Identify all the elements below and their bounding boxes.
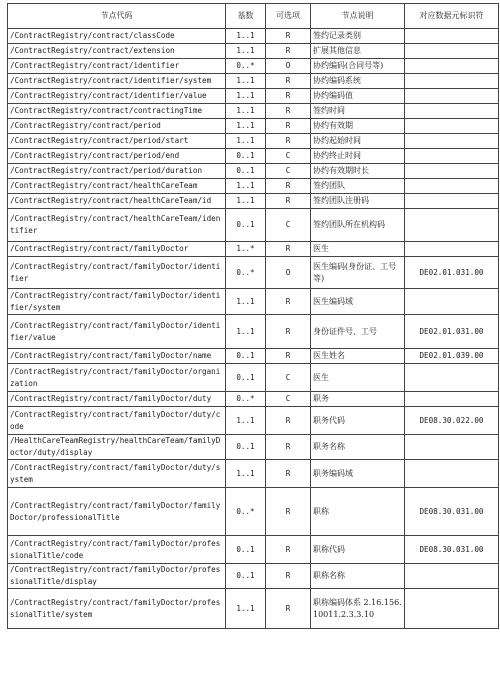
description-cell: 医生编码域 bbox=[311, 289, 405, 315]
required-cell: R bbox=[266, 74, 311, 89]
path-cell: /ContractRegistry/contract/familyDoctor/duty/code bbox=[8, 407, 226, 435]
description-cell: 医生 bbox=[311, 242, 405, 257]
path-cell: /ContractRegistry/contract/period/end bbox=[8, 149, 226, 164]
data-element-cell bbox=[405, 589, 499, 629]
cardinality-cell: 1..1 bbox=[226, 74, 266, 89]
description-cell: 协约编码系统 bbox=[311, 74, 405, 89]
description-cell: 职称 bbox=[311, 488, 405, 536]
description-cell: 医生编码(身份证、工号等) bbox=[311, 257, 405, 289]
path-cell: /ContractRegistry/contract/familyDoctor/identifier/value bbox=[8, 315, 226, 349]
data-element-cell bbox=[405, 392, 499, 407]
path-cell: /ContractRegistry/contract/familyDoctor/professionalTitle/system bbox=[8, 589, 226, 629]
cardinality-cell: 1..1 bbox=[226, 179, 266, 194]
path-cell: /ContractRegistry/contract/familyDoctor bbox=[8, 242, 226, 257]
data-element-cell bbox=[405, 242, 499, 257]
data-element-cell bbox=[405, 289, 499, 315]
data-element-cell bbox=[405, 104, 499, 119]
required-cell: R bbox=[266, 194, 311, 209]
required-cell: R bbox=[266, 315, 311, 349]
description-cell: 签约团队注册码 bbox=[311, 194, 405, 209]
table-row bbox=[8, 89, 499, 104]
required-cell: R bbox=[266, 29, 311, 44]
table-row bbox=[8, 74, 499, 89]
required-cell: R bbox=[266, 134, 311, 149]
table-row bbox=[8, 179, 499, 194]
description-cell: 身份证件号、工号 bbox=[311, 315, 405, 349]
header-row bbox=[8, 4, 499, 29]
data-element-cell: DE02.01.031.00 bbox=[405, 315, 499, 349]
cardinality-cell: 0..* bbox=[226, 59, 266, 74]
path-cell: /ContractRegistry/contract/period/start bbox=[8, 134, 226, 149]
col-header-data-element: 对应数据元标识符 bbox=[405, 4, 499, 29]
cardinality-cell: 0..1 bbox=[226, 364, 266, 392]
cardinality-cell: 1..1 bbox=[226, 29, 266, 44]
required-cell: R bbox=[266, 89, 311, 104]
required-cell: R bbox=[266, 435, 311, 460]
data-element-cell bbox=[405, 194, 499, 209]
table-row bbox=[8, 149, 499, 164]
data-element-cell bbox=[405, 29, 499, 44]
table-row bbox=[8, 589, 499, 629]
cardinality-cell: 1..1 bbox=[226, 315, 266, 349]
path-cell: /ContractRegistry/contract/familyDoctor/identifier/system bbox=[8, 289, 226, 315]
cardinality-cell: 0..1 bbox=[226, 164, 266, 179]
table-row bbox=[8, 242, 499, 257]
path-cell: /ContractRegistry/contract/identifier/value bbox=[8, 89, 226, 104]
data-element-cell: DE08.30.022.00 bbox=[405, 407, 499, 435]
table-row bbox=[8, 194, 499, 209]
cardinality-cell: 0..1 bbox=[226, 149, 266, 164]
cardinality-cell: 1..* bbox=[226, 242, 266, 257]
required-cell: C bbox=[266, 364, 311, 392]
required-cell: R bbox=[266, 589, 311, 629]
required-cell: R bbox=[266, 349, 311, 364]
path-cell: /ContractRegistry/contract/familyDoctor/organization bbox=[8, 364, 226, 392]
path-cell: /ContractRegistry/contract/identifier/system bbox=[8, 74, 226, 89]
description-cell: 签约记录类别 bbox=[311, 29, 405, 44]
description-cell: 职称编码体系 2.16.156.10011.2.3.3.10 bbox=[311, 589, 405, 629]
path-cell: /HealthCareTeamRegistry/healthCareTeam/familyDoctor/duty/display bbox=[8, 435, 226, 460]
cardinality-cell: 1..1 bbox=[226, 44, 266, 59]
cardinality-cell: 1..1 bbox=[226, 119, 266, 134]
col-header-cardinality: 基数 bbox=[226, 4, 266, 29]
description-cell: 协约编码(合同号等) bbox=[311, 59, 405, 74]
description-cell: 职务编码域 bbox=[311, 460, 405, 488]
table-row bbox=[8, 289, 499, 315]
cardinality-cell: 1..1 bbox=[226, 194, 266, 209]
required-cell: R bbox=[266, 104, 311, 119]
data-element-cell bbox=[405, 460, 499, 488]
path-cell: /ContractRegistry/contract/extension bbox=[8, 44, 226, 59]
description-cell: 签约团队 bbox=[311, 179, 405, 194]
cardinality-cell: 1..1 bbox=[226, 407, 266, 435]
table-row bbox=[8, 164, 499, 179]
description-cell: 扩展其他信息 bbox=[311, 44, 405, 59]
table-row bbox=[8, 134, 499, 149]
path-cell: /ContractRegistry/contract/identifier bbox=[8, 59, 226, 74]
description-cell: 职务名称 bbox=[311, 435, 405, 460]
table-row bbox=[8, 564, 499, 589]
table-row bbox=[8, 407, 499, 435]
data-element-cell: DE08.30.031.00 bbox=[405, 488, 499, 536]
cardinality-cell: 0..1 bbox=[226, 209, 266, 242]
data-element-cell bbox=[405, 209, 499, 242]
path-cell: /ContractRegistry/contract/familyDoctor/duty bbox=[8, 392, 226, 407]
data-element-cell bbox=[405, 364, 499, 392]
data-element-cell: DE02.01.031.00 bbox=[405, 257, 499, 289]
required-cell: R bbox=[266, 407, 311, 435]
data-element-cell bbox=[405, 74, 499, 89]
required-cell: R bbox=[266, 289, 311, 315]
data-element-cell bbox=[405, 89, 499, 104]
cardinality-cell: 0..1 bbox=[226, 564, 266, 589]
description-cell: 职务代码 bbox=[311, 407, 405, 435]
data-element-cell bbox=[405, 119, 499, 134]
description-cell: 签约时间 bbox=[311, 104, 405, 119]
table-row bbox=[8, 315, 499, 349]
description-cell: 协约有效期时长 bbox=[311, 164, 405, 179]
path-cell: /ContractRegistry/contract/familyDoctor/professionalTitle/code bbox=[8, 536, 226, 564]
col-header-path: 节点代码 bbox=[8, 4, 226, 29]
table-row bbox=[8, 209, 499, 242]
description-cell: 协约有效期 bbox=[311, 119, 405, 134]
col-header-required: 可选项 bbox=[266, 4, 311, 29]
data-element-cell bbox=[405, 179, 499, 194]
table-row bbox=[8, 392, 499, 407]
cardinality-cell: 1..1 bbox=[226, 104, 266, 119]
data-element-cell bbox=[405, 149, 499, 164]
table-row bbox=[8, 536, 499, 564]
data-element-cell bbox=[405, 564, 499, 589]
required-cell: R bbox=[266, 44, 311, 59]
data-element-cell bbox=[405, 164, 499, 179]
data-element-cell bbox=[405, 44, 499, 59]
col-header-description: 节点说明 bbox=[311, 4, 405, 29]
path-cell: /ContractRegistry/contract/healthCareTeam bbox=[8, 179, 226, 194]
required-cell: R bbox=[266, 488, 311, 536]
description-cell: 协约编码值 bbox=[311, 89, 405, 104]
path-cell: /ContractRegistry/contract/period bbox=[8, 119, 226, 134]
cardinality-cell: 0..* bbox=[226, 488, 266, 536]
table-row bbox=[8, 257, 499, 289]
path-cell: /ContractRegistry/contract/period/duration bbox=[8, 164, 226, 179]
data-element-cell bbox=[405, 134, 499, 149]
description-cell: 医生姓名 bbox=[311, 349, 405, 364]
description-cell: 医生 bbox=[311, 364, 405, 392]
path-cell: /ContractRegistry/contract/classCode bbox=[8, 29, 226, 44]
description-cell: 协约终止时间 bbox=[311, 149, 405, 164]
description-cell: 协约起始时间 bbox=[311, 134, 405, 149]
table-row bbox=[8, 349, 499, 364]
table-row bbox=[8, 44, 499, 59]
required-cell: C bbox=[266, 392, 311, 407]
table-row bbox=[8, 364, 499, 392]
data-element-cell: DE08.30.031.00 bbox=[405, 536, 499, 564]
required-cell: C bbox=[266, 164, 311, 179]
required-cell: R bbox=[266, 179, 311, 194]
path-cell: /ContractRegistry/contract/healthCareTeam/id bbox=[8, 194, 226, 209]
table-row bbox=[8, 488, 499, 536]
table-body bbox=[8, 29, 499, 629]
path-cell: /ContractRegistry/contract/familyDoctor/name bbox=[8, 349, 226, 364]
path-cell: /ContractRegistry/contract/familyDoctor/familyDoctor/professionalTitle bbox=[8, 488, 226, 536]
spec-table bbox=[7, 3, 499, 629]
path-cell: /ContractRegistry/contract/contractingTime bbox=[8, 104, 226, 119]
cardinality-cell: 0..* bbox=[226, 392, 266, 407]
data-element-cell: DE02.01.039.00 bbox=[405, 349, 499, 364]
required-cell: O bbox=[266, 257, 311, 289]
cardinality-cell: 1..1 bbox=[226, 289, 266, 315]
data-element-cell bbox=[405, 59, 499, 74]
table-row bbox=[8, 435, 499, 460]
cardinality-cell: 0..* bbox=[226, 257, 266, 289]
required-cell: C bbox=[266, 209, 311, 242]
cardinality-cell: 1..1 bbox=[226, 134, 266, 149]
required-cell: O bbox=[266, 59, 311, 74]
description-cell: 职务 bbox=[311, 392, 405, 407]
description-cell: 职称名称 bbox=[311, 564, 405, 589]
table-row bbox=[8, 29, 499, 44]
table-row bbox=[8, 460, 499, 488]
cardinality-cell: 0..1 bbox=[226, 349, 266, 364]
path-cell: /ContractRegistry/contract/healthCareTeam/identifier bbox=[8, 209, 226, 242]
cardinality-cell: 0..1 bbox=[226, 435, 266, 460]
cardinality-cell: 1..1 bbox=[226, 89, 266, 104]
path-cell: /ContractRegistry/contract/familyDoctor/duty/system bbox=[8, 460, 226, 488]
data-element-cell bbox=[405, 435, 499, 460]
table-row bbox=[8, 59, 499, 74]
path-cell: /ContractRegistry/contract/familyDoctor/identifier bbox=[8, 257, 226, 289]
table-row bbox=[8, 119, 499, 134]
required-cell: R bbox=[266, 119, 311, 134]
required-cell: R bbox=[266, 242, 311, 257]
cardinality-cell: 0..1 bbox=[226, 536, 266, 564]
required-cell: R bbox=[266, 536, 311, 564]
cardinality-cell: 1..1 bbox=[226, 589, 266, 629]
description-cell: 职称代码 bbox=[311, 536, 405, 564]
path-cell: /ContractRegistry/contract/familyDoctor/professionalTitle/display bbox=[8, 564, 226, 589]
required-cell: R bbox=[266, 564, 311, 589]
description-cell: 签约团队所在机构码 bbox=[311, 209, 405, 242]
table-row bbox=[8, 104, 499, 119]
required-cell: C bbox=[266, 149, 311, 164]
cardinality-cell: 1..1 bbox=[226, 460, 266, 488]
required-cell: R bbox=[266, 460, 311, 488]
